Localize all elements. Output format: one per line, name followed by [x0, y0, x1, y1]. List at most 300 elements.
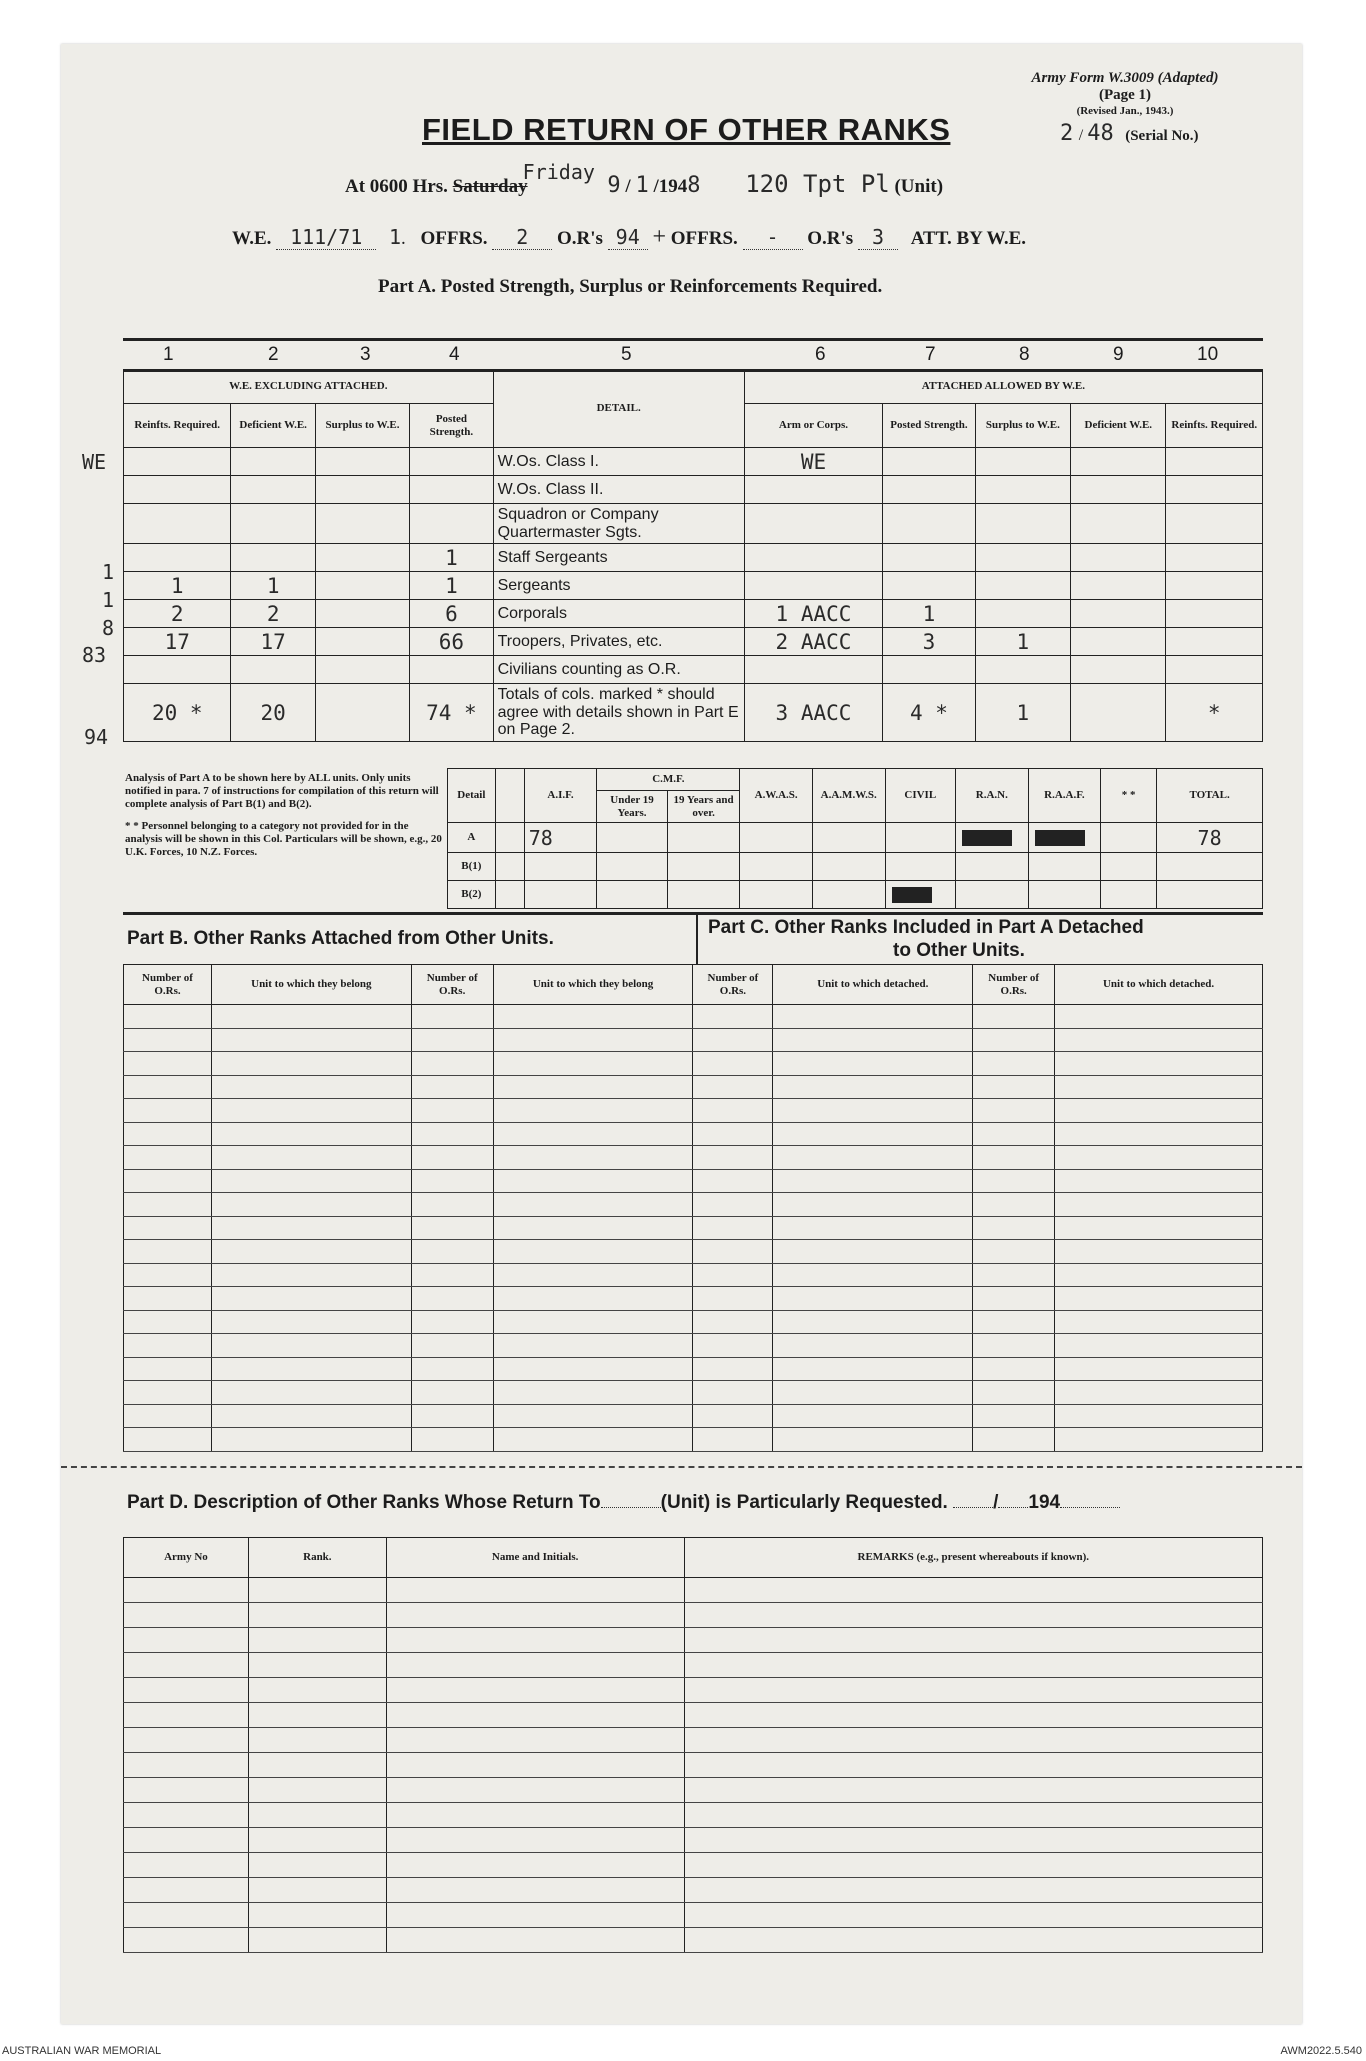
att-label: ATT. BY W.E. [910, 228, 1026, 249]
analysis-aif-a: 78 [524, 823, 597, 853]
table-row [124, 1928, 1263, 1953]
blank-cell [973, 1169, 1055, 1193]
blank-cell [124, 1603, 249, 1628]
date-unit-line: At 0600 Hrs. Friday Saturday 9 / 1 /1948 120 Tpt Pl (Unit) [345, 160, 944, 198]
blank-cell [386, 1628, 684, 1653]
blank-cell [248, 1803, 386, 1828]
blank-cell [211, 1146, 411, 1170]
margin-9: 94 [84, 725, 109, 749]
hdr-att-posted: Posted Strength. [883, 404, 975, 448]
blank-cell [773, 1169, 973, 1193]
blank-cell [693, 1334, 773, 1358]
blank-cell [411, 1122, 493, 1146]
blank-cell [973, 1075, 1055, 1099]
blank-cell [124, 1828, 249, 1853]
d-hdr-rank: Rank. [248, 1538, 386, 1578]
blank-cell [124, 1216, 212, 1240]
blank-cell [684, 1878, 1262, 1903]
cell-c4: 66 [410, 628, 493, 656]
part-a-row [124, 448, 1263, 476]
blank-cell [386, 1753, 684, 1778]
blank-cell [248, 1578, 386, 1603]
table-row [124, 1263, 1263, 1287]
row-detail-label: Staff Sergeants [493, 544, 744, 572]
date-month: 1 [635, 173, 649, 198]
day-written: Friday [522, 160, 595, 184]
blank-cell [973, 1052, 1055, 1076]
offrs2-label: OFFRS. [670, 228, 738, 249]
we-line: W.E. 111/71 1. OFFRS. 2 O.R's 94 + OFFRS. - O.R's 3 ATT. BY W.E. [232, 224, 1026, 250]
blank-cell [211, 1404, 411, 1428]
cell-c4: 1 [410, 572, 493, 600]
blank-cell [493, 1169, 693, 1193]
blank-cell [684, 1678, 1262, 1703]
blank-cell [386, 1603, 684, 1628]
blank-cell [124, 1653, 249, 1678]
b-hdr-unit-1: Unit to which they belong [211, 965, 411, 1005]
blank-cell [773, 1428, 973, 1452]
blank-cell [124, 1146, 212, 1170]
cell-c9 [1071, 448, 1166, 476]
hdr-posted-strength: Posted Strength. [410, 404, 493, 448]
part-b-heading: Part B. Other Ranks Attached from Other Units. [127, 928, 554, 949]
offrs-value: 2 [492, 225, 552, 250]
part-a-row [124, 544, 1263, 572]
blank-cell [693, 1240, 773, 1264]
blank-cell [684, 1578, 1262, 1603]
table-row [124, 1728, 1263, 1753]
table-row [124, 1803, 1263, 1828]
analysis-row-b2-label: B(2) [448, 881, 496, 909]
blank-cell [411, 1428, 493, 1452]
cell-c1 [124, 448, 231, 476]
blank-cell [124, 1578, 249, 1603]
table-row [124, 1853, 1263, 1878]
table-row [124, 1653, 1263, 1678]
footer-institution: AUSTRALIAN WAR MEMORIAL [2, 2045, 162, 2057]
blank-cell [386, 1853, 684, 1878]
cell-c6: WE [744, 448, 883, 476]
cell-c4 [410, 656, 493, 684]
redaction-civil [892, 887, 932, 903]
cell-c7 [883, 448, 975, 476]
blank-cell [211, 1381, 411, 1405]
cell-c1 [124, 656, 231, 684]
table-row [124, 1287, 1263, 1311]
group-attached: ATTACHED ALLOWED BY W.E. [744, 370, 1262, 404]
part-a-row [124, 504, 1263, 544]
cell-c10 [1166, 504, 1263, 544]
serial-label: (Serial No.) [1125, 128, 1199, 144]
table-row [124, 1122, 1263, 1146]
blank-cell [124, 1428, 212, 1452]
part-d-table [123, 1537, 1263, 1953]
cell-c3 [315, 544, 409, 572]
blank-cell [493, 1193, 693, 1217]
cell-c4: 6 [410, 600, 493, 628]
blank-cell [411, 1146, 493, 1170]
table-row [124, 1878, 1263, 1903]
row-detail-label: W.Os. Class II. [493, 476, 744, 504]
blank-cell [1055, 1357, 1263, 1381]
blank-cell [248, 1778, 386, 1803]
blank-cell [493, 1263, 693, 1287]
cell-c1 [124, 476, 231, 504]
blank-cell [493, 1428, 693, 1452]
analysis-table [447, 768, 1263, 909]
blank-cell [211, 1052, 411, 1076]
cell-c8 [975, 544, 1070, 572]
blank-cell [211, 1005, 411, 1029]
blank-cell [693, 1310, 773, 1334]
blank-cell [493, 1381, 693, 1405]
cell-c3 [315, 572, 409, 600]
blank-cell [211, 1216, 411, 1240]
blank-cell [1055, 1075, 1263, 1099]
cell-c6: 2 AACC [744, 628, 883, 656]
army-form-label: Army Form W.3009 (Adapted) [1031, 70, 1219, 86]
blank-cell [124, 1928, 249, 1953]
cell-c1 [124, 544, 231, 572]
row-detail-label: Squadron or Company Quartermaster Sgts. [493, 504, 744, 544]
revised-label: (Revised Jan., 1943.) [1076, 104, 1174, 117]
blank-cell [124, 1263, 212, 1287]
hdr-aif: A.I.F. [524, 769, 597, 823]
col-num-7: 7 [925, 344, 936, 365]
part-a-row [124, 628, 1263, 656]
blank-cell [493, 1075, 693, 1099]
hdr-total: TOTAL. [1157, 769, 1263, 823]
blank-cell [693, 1287, 773, 1311]
cell-c4: 1 [410, 544, 493, 572]
ors2-label: O.R's [807, 228, 854, 249]
blank-cell [248, 1878, 386, 1903]
table-row [124, 1310, 1263, 1334]
blank-cell [1055, 1216, 1263, 1240]
date-day: 9 [607, 173, 621, 198]
blank-cell [1055, 1404, 1263, 1428]
hdr-civil: CIVIL [885, 769, 956, 823]
part-a-row [124, 476, 1263, 504]
analysis-note-1: Analysis of Part A to be shown here by ALL units. Only units notified in para. 7 of instructions for compilation of this return will complete analysis of Part B(1) and B(2). [125, 772, 439, 811]
blank-cell [493, 1005, 693, 1029]
part-d-year: 194 [1028, 1492, 1061, 1513]
cell-c10 [1166, 600, 1263, 628]
blank-cell [386, 1828, 684, 1853]
cell-c10 [1166, 448, 1263, 476]
blank-cell [493, 1334, 693, 1358]
row-detail-label: Troopers, Privates, etc. [493, 628, 744, 656]
cell-c8 [975, 656, 1070, 684]
blank-cell [493, 1052, 693, 1076]
blank-cell [411, 1193, 493, 1217]
row-detail-label: Totals of cols. marked * should agree with details shown in Part E on Page 2. [493, 684, 744, 742]
d-hdr-remarks: REMARKS (e.g., present whereabouts if known). [684, 1538, 1262, 1578]
cell-c4: 74 * [410, 684, 493, 742]
blank-cell [386, 1653, 684, 1678]
c-hdr-unit-1: Unit to which detached. [773, 965, 973, 1005]
blank-cell [973, 1028, 1055, 1052]
blank-cell [693, 1263, 773, 1287]
blank-cell [124, 1028, 212, 1052]
hdr-deficient: Deficient W.E. [231, 404, 315, 448]
blank-cell [411, 1263, 493, 1287]
blank-cell [773, 1005, 973, 1029]
blank-cell [411, 1216, 493, 1240]
blank-cell [693, 1075, 773, 1099]
blank-cell [124, 1853, 249, 1878]
part-a-row [124, 656, 1263, 684]
table-row [124, 1678, 1263, 1703]
cell-c8 [975, 600, 1070, 628]
blank-cell [124, 1310, 212, 1334]
blank-cell [493, 1310, 693, 1334]
cell-c6 [744, 572, 883, 600]
blank-cell [684, 1803, 1262, 1828]
blank-cell [1055, 1099, 1263, 1123]
blank-cell [773, 1216, 973, 1240]
blank-cell [124, 1381, 212, 1405]
cell-c9 [1071, 600, 1166, 628]
ors-label: O.R's [557, 228, 603, 249]
hdr-ran: R.A.N. [956, 769, 1029, 823]
blank-cell [248, 1628, 386, 1653]
blank-cell [1055, 1169, 1263, 1193]
cell-c1: 17 [124, 628, 231, 656]
cell-c10 [1166, 628, 1263, 656]
blank-cell [1055, 1287, 1263, 1311]
blank-cell [211, 1287, 411, 1311]
detail-header: DETAIL. [493, 370, 744, 448]
blank-cell [973, 1310, 1055, 1334]
cell-c6 [744, 656, 883, 684]
blank-cell [693, 1216, 773, 1240]
plus-sign: + [652, 224, 666, 250]
blank-cell [124, 1778, 249, 1803]
analysis-notes [125, 772, 445, 859]
blank-cell [124, 1678, 249, 1703]
blank-cell [411, 1404, 493, 1428]
cell-c7 [883, 572, 975, 600]
margin-4: 1 [102, 560, 115, 584]
cell-c8 [975, 448, 1070, 476]
blank-cell [248, 1603, 386, 1628]
blank-cell [493, 1028, 693, 1052]
cell-c6 [744, 476, 883, 504]
row-detail-label: Corporals [493, 600, 744, 628]
blank-cell [493, 1287, 693, 1311]
blank-cell [411, 1005, 493, 1029]
table-row [124, 1193, 1263, 1217]
col-num-1: 1 [163, 344, 174, 365]
blank-cell [973, 1193, 1055, 1217]
blank-cell [973, 1287, 1055, 1311]
we-label: W.E. [232, 228, 272, 249]
blank-cell [684, 1778, 1262, 1803]
cell-c8 [975, 504, 1070, 544]
blank-cell [248, 1753, 386, 1778]
blank-cell [386, 1878, 684, 1903]
cell-c8: 1 [975, 684, 1070, 742]
blank-cell [211, 1075, 411, 1099]
blank-cell [973, 1381, 1055, 1405]
blank-cell [493, 1122, 693, 1146]
blank-cell [1055, 1028, 1263, 1052]
form-title: FIELD RETURN OF OTHER RANKS [422, 112, 951, 147]
blank-cell [124, 1728, 249, 1753]
part-a-row [124, 684, 1263, 742]
blank-cell [124, 1878, 249, 1903]
blank-cell [773, 1075, 973, 1099]
blank-cell [411, 1028, 493, 1052]
cell-c6 [744, 544, 883, 572]
cell-c9 [1071, 628, 1166, 656]
cell-c1: 1 [124, 572, 231, 600]
blank-cell [211, 1240, 411, 1264]
blank-cell [773, 1263, 973, 1287]
blank-cell [211, 1310, 411, 1334]
table-row [124, 1828, 1263, 1853]
cell-c2 [231, 504, 315, 544]
blank-cell [693, 1428, 773, 1452]
cell-c2 [231, 656, 315, 684]
c-hdr-number-1: Number of O.Rs. [693, 965, 773, 1005]
blank-cell [693, 1122, 773, 1146]
blank-cell [773, 1240, 973, 1264]
blank-cell [773, 1193, 973, 1217]
cell-c7 [883, 504, 975, 544]
redaction-raaf [1035, 830, 1085, 846]
blank-cell [411, 1075, 493, 1099]
table-row [124, 1404, 1263, 1428]
blank-cell [973, 1005, 1055, 1029]
part-a-row [124, 572, 1263, 600]
hdr-raaf: R.A.A.F. [1028, 769, 1101, 823]
part-bc-table [123, 964, 1263, 1452]
form-number-block [980, 70, 1270, 117]
blank-cell [773, 1381, 973, 1405]
blank-cell [973, 1404, 1055, 1428]
table-row [124, 1578, 1263, 1603]
cell-c10: * [1166, 684, 1263, 742]
blank-cell [1055, 1240, 1263, 1264]
blank-cell [211, 1428, 411, 1452]
blank-cell [973, 1122, 1055, 1146]
blank-cell [773, 1122, 973, 1146]
cell-c2: 2 [231, 600, 315, 628]
cell-c2: 1 [231, 572, 315, 600]
blank-cell [386, 1928, 684, 1953]
cell-c9 [1071, 684, 1166, 742]
blank-cell [211, 1122, 411, 1146]
cell-c9 [1071, 656, 1166, 684]
analysis-note-2: * * Personnel belonging to a category not provided for in the analysis will be shown in this Col. Particulars will be shown, e.g., 20 U.K. Forces, 10 N.Z. Forces. [125, 819, 442, 858]
table-row [124, 1778, 1263, 1803]
blank-cell [124, 1628, 249, 1653]
table-row [124, 1099, 1263, 1123]
hdr-surplus: Surplus to W.E. [315, 404, 409, 448]
date-year-prefix: 194 [658, 176, 688, 197]
blank-cell [773, 1052, 973, 1076]
cell-c3 [315, 684, 409, 742]
analysis-total-a: 78 [1157, 823, 1263, 853]
cell-c3 [315, 504, 409, 544]
blank-cell [973, 1357, 1055, 1381]
blank-cell [248, 1678, 386, 1703]
col-num-10: 10 [1197, 344, 1219, 365]
blank-cell [1055, 1122, 1263, 1146]
blank-cell [973, 1263, 1055, 1287]
hdr-reinfts-required: Reinfts. Required. [124, 404, 231, 448]
we-value: 111/71 [276, 225, 376, 250]
blank-cell [693, 1169, 773, 1193]
row-detail-label: Sergeants [493, 572, 744, 600]
cell-c3 [315, 600, 409, 628]
blank-cell [124, 1052, 212, 1076]
hdr-att-reinfts: Reinfts. Required. [1166, 404, 1263, 448]
blank-cell [684, 1653, 1262, 1678]
blank-cell [973, 1334, 1055, 1358]
blank-cell [693, 1099, 773, 1123]
blank-cell [493, 1099, 693, 1123]
blank-cell [411, 1357, 493, 1381]
blank-cell [386, 1778, 684, 1803]
blank-cell [773, 1334, 973, 1358]
cell-c6: 3 AACC [744, 684, 883, 742]
blank-cell [493, 1146, 693, 1170]
group-we-excluding: W.E. EXCLUDING ATTACHED. [124, 370, 494, 404]
b-hdr-unit-2: Unit to which they belong [493, 965, 693, 1005]
cell-c8 [975, 476, 1070, 504]
blank-cell [124, 1287, 212, 1311]
cell-c1 [124, 504, 231, 544]
blank-cell [1055, 1334, 1263, 1358]
col-num-9: 9 [1113, 344, 1124, 365]
row-detail-label: Civilians counting as O.R. [493, 656, 744, 684]
blank-cell [411, 1169, 493, 1193]
blank-cell [211, 1169, 411, 1193]
table-row [124, 1381, 1263, 1405]
blank-cell [124, 1075, 212, 1099]
blank-cell [684, 1853, 1262, 1878]
table-row [124, 1052, 1263, 1076]
cell-c9 [1071, 504, 1166, 544]
col-num-4: 4 [449, 344, 460, 365]
blank-cell [248, 1903, 386, 1928]
at-hours-label: At 0600 Hrs. [345, 176, 448, 197]
blank-cell [211, 1263, 411, 1287]
cell-c2 [231, 476, 315, 504]
offrs2-value: - [743, 225, 803, 250]
cell-c9 [1071, 544, 1166, 572]
serial-left: 2 [1060, 121, 1074, 146]
table-row [124, 1240, 1263, 1264]
blank-cell [773, 1357, 973, 1381]
cell-c8 [975, 572, 1070, 600]
hdr-att-deficient: Deficient W.E. [1071, 404, 1166, 448]
blank-cell [773, 1404, 973, 1428]
blank-cell [411, 1240, 493, 1264]
blank-cell [973, 1428, 1055, 1452]
blank-cell [248, 1928, 386, 1953]
blank-cell [693, 1381, 773, 1405]
blank-cell [493, 1404, 693, 1428]
table-row [124, 1428, 1263, 1452]
cell-c7 [883, 656, 975, 684]
blank-cell [211, 1334, 411, 1358]
blank-cell [211, 1099, 411, 1123]
blank-cell [386, 1728, 684, 1753]
